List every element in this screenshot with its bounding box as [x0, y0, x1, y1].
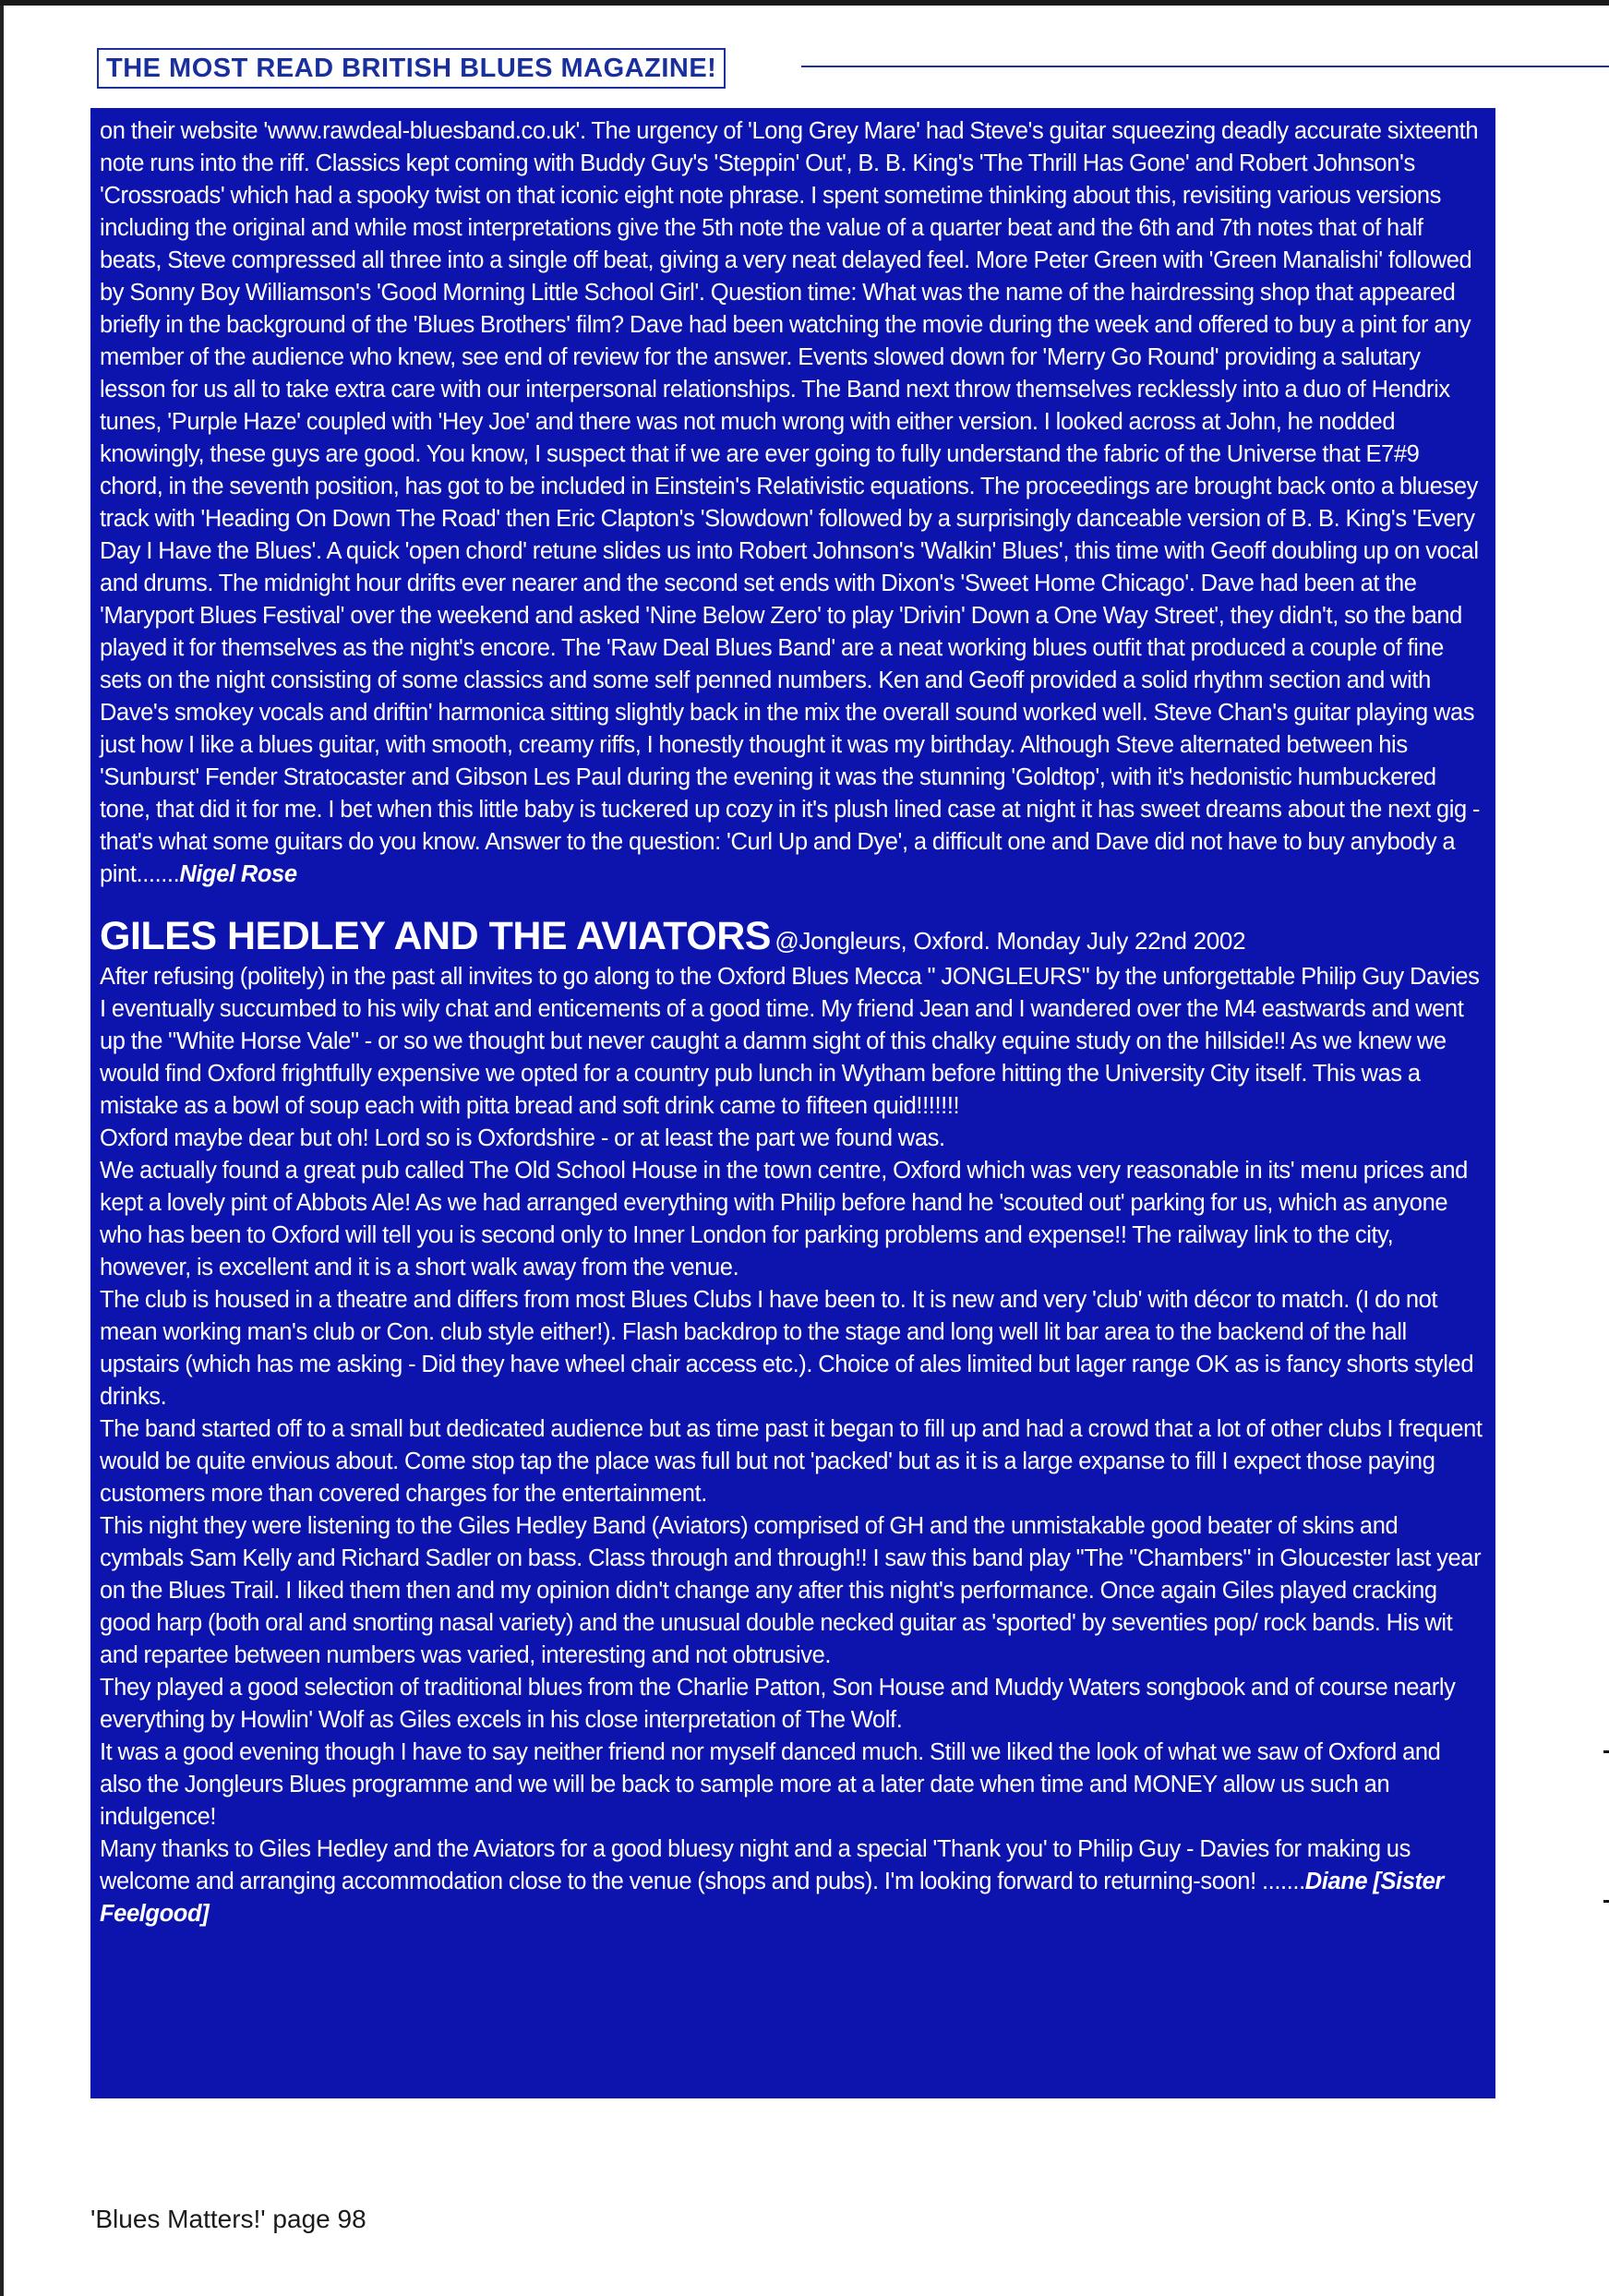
- review-giles-headline: [100, 913, 1486, 959]
- review-giles-paragraph: The band started off to a small but dedicated audience but as time past it began to fill up and had a crowd that a lot of other clubs I frequent would be quite envious about. Come stop tap the place was full but not 'packed' but as it is a large expanse to fill I expect those paying customers more than covered charges for the entertainment.: [100, 1416, 1483, 1507]
- review-giles-paragraph: The club is housed in a theatre and differs from most Blues Clubs I have been to. It is new and very 'club' with décor to match. (I do not mean working man's club or Con. club style either!). Flash backdrop to the stage and long well lit bar area to the backend of the hall upstairs (which has me asking - Did they have wheel chair access etc.). Choice of ales limited but lager range OK as is fancy shorts styled drinks.: [100, 1287, 1474, 1410]
- review-giles-paragraph: Oxford maybe dear but oh! Lord so is Oxfordshire - or at least the part we found was.: [100, 1125, 945, 1151]
- page-edge: [0, 0, 4, 2296]
- review-giles-paragraph: After refusing (politely) in the past all invites to go along to the Oxford Blues Mecca " JONGLEURS" by the unforgettable Philip Guy Davies I eventually succumbed to his wily chat and enticements of a good time. My friend Jean and I wandered over the M4 eastwards and went up the "White Horse Vale" - or so we thought but never caught a damm sight of this chalky equine study on the hillside!! As we knew we would find Oxford frightfully expensive we opted for a country pub lunch in Wytham before hitting the University City itself. This was a mistake as a bowl of soup each with pitta bread and soft drink came to fifteen quid!!!!!!!: [100, 964, 1480, 1119]
- page-footer: 'Blues Matters!' page 98: [90, 2205, 366, 2233]
- review-giles-closing: [100, 1833, 1486, 1930]
- review-giles-closing-text: Many thanks to Giles Hedley and the Aviators for a good bluesy night and a special 'Thank you' to Philip Guy - Davies for making us welcome and arranging accommodation close to the venue (shops and pubs). I'm looking forward to returning-soon! .......: [100, 1836, 1411, 1894]
- review-giles-title: GILES HEDLEY AND THE AVIATORS: [100, 914, 771, 958]
- review-giles-paragraph: It was a good evening though I have to say neither friend nor myself danced much. Still we liked the look of what we saw of Oxford and also the Jongleurs Blues programme and we will be back to sample more at a later date when time and MONEY allow us such an indulgence!: [100, 1739, 1441, 1830]
- margin-mark: [1603, 1900, 1609, 1903]
- margin-mark: [1603, 1750, 1609, 1753]
- review-giles-paragraph: We actually found a great pub called The Old School House in the town centre, Oxford which was very reasonable in its' menu prices and kept a lovely pint of Abbots Ale! As we had arranged everything with Philip before hand he 'scouted out' parking for us, which as anyone who has been to Oxford will tell you is second only to Inner London for parking problems and expense!! The railway link to the city, however, is excellent and it is a short walk away from the venue.: [100, 1158, 1468, 1280]
- review-giles-paragraph: They played a good selection of traditional blues from the Charlie Patton, Son House and Muddy Waters songbook and of course nearly everything by Howlin' Wolf as Giles excels in his close interpretation of The Wolf.: [100, 1675, 1456, 1733]
- review-raw-deal-text: on their website 'www.rawdeal-bluesband.co.uk'. The urgency of 'Long Grey Mare' had Steve's guitar squeezing deadly accurate sixteenth note runs into the riff. Classics kept coming with Buddy Guy's 'Steppin' Out', B. B. King's 'The Thrill Has Gone' and Robert Johnson's 'Crossroads' which had a spooky twist on that iconic eight note phrase. I spent sometime thinking about this, revisiting various versions including the original and while most interpretations give the 5th note the value of a quarter beat and the 6th and 7th notes that of half beats, Steve compressed all three into a single off beat, giving a very neat delayed feel. More Peter Green with 'Green Manalishi' followed by Sonny Boy Williamson's 'Good Morning Little School Girl'. Question time: What was the name of the hairdressing shop that appeared briefly in the background of the 'Blues Brothers' film? Dave had been watching the movie during the week and offered to buy a pint for any member of the audience who knew, see end of review for the answer. Events slowed down for 'Merry Go Round' providing a salutary lesson for us all to take extra care with our interpersonal relationships. The Band next throw themselves recklessly into a duo of Hendrix tunes, 'Purple Haze' coupled with 'Hey Joe' and there was not much wrong with either version. I looked across at John, he nodded knowingly, these guys are good. You know, I suspect that if we are ever going to fully understand the fabric of the Universe that E7#9 chord, in the seventh position, has got to be included in Einstein's Relativistic equations. The proceedings are brought back onto a bluesey track with 'Heading On Down The Road' then Eric Clapton's 'Slowdown' followed by a surprisingly danceable version of B. B. King's 'Every Day I Have the Blues'. A quick 'open chord' retune slides us into Robert Johnson's 'Walkin' Blues', this time with Geoff doubling up on vocal and drums. The midnight hour drifts ever nearer and the second set ends with Dixon's 'Sweet Home Chicago'. Dave had been at the 'Maryport Blues Festival' over the weekend and asked 'Nine Below Zero' to play 'Drivin' Down a One Way Street', they didn't, so the band played it for themselves as the night's encore. The 'Raw Deal Blues Band' are a neat working blues outfit that produced a couple of fine sets on the night consisting of some classics and some self penned numbers. Ken and Geoff provided a solid rhythm section and with Dave's smokey vocals and driftin' harmonica sitting slightly back in the mix the overall sound worked well. Steve Chan's guitar playing was just how I like a blues guitar, with smooth, creamy riffs, I honestly thought it was my birthday. Although Steve alternated between his 'Sunburst' Fender Stratocaster and Gibson Les Paul during the evening it was the stunning 'Goldtop', with it's hedonistic humbuckered tone, that did it for me. I bet when this little baby is tuckered up cozy in it's plush lined case at night it has sweet dreams about the next gig - that's what some guitars do you know. Answer to the question: 'Curl Up and Dye', a difficult one and Dave did not have to buy anybody a pint.......: [100, 118, 1481, 887]
- masthead: THE MOST READ BRITISH BLUES MAGAZINE!: [97, 48, 726, 89]
- top-rule: [0, 0, 1609, 6]
- review-raw-deal-body: [100, 115, 1486, 891]
- review-raw-deal-signature: Nigel Rose: [179, 861, 297, 887]
- review-giles-venue: @Jongleurs, Oxford. Monday July 22nd 2002: [774, 927, 1246, 955]
- masthead-rule: [801, 66, 1609, 67]
- review-giles-signature: Diane [Sister Feelgood]: [100, 1869, 1444, 1927]
- article-panel: [90, 108, 1495, 2098]
- review-giles-paragraph: This night they were listening to the Giles Hedley Band (Aviators) comprised of GH and the unmistakable good beater of skins and cymbals Sam Kelly and Richard Sadler on bass. Class through and through!! I saw this band play "The "Chambers" in Gloucester last year on the Blues Trail. I liked them then and my opinion didn't change any after this night's performance. Once again Giles played cracking good harp (both oral and snorting nasal variety) and the unusual double necked guitar as 'sported' by seventies pop/ rock bands. His wit and repartee between numbers was varied, interesting and not obtrusive.: [100, 1513, 1482, 1668]
